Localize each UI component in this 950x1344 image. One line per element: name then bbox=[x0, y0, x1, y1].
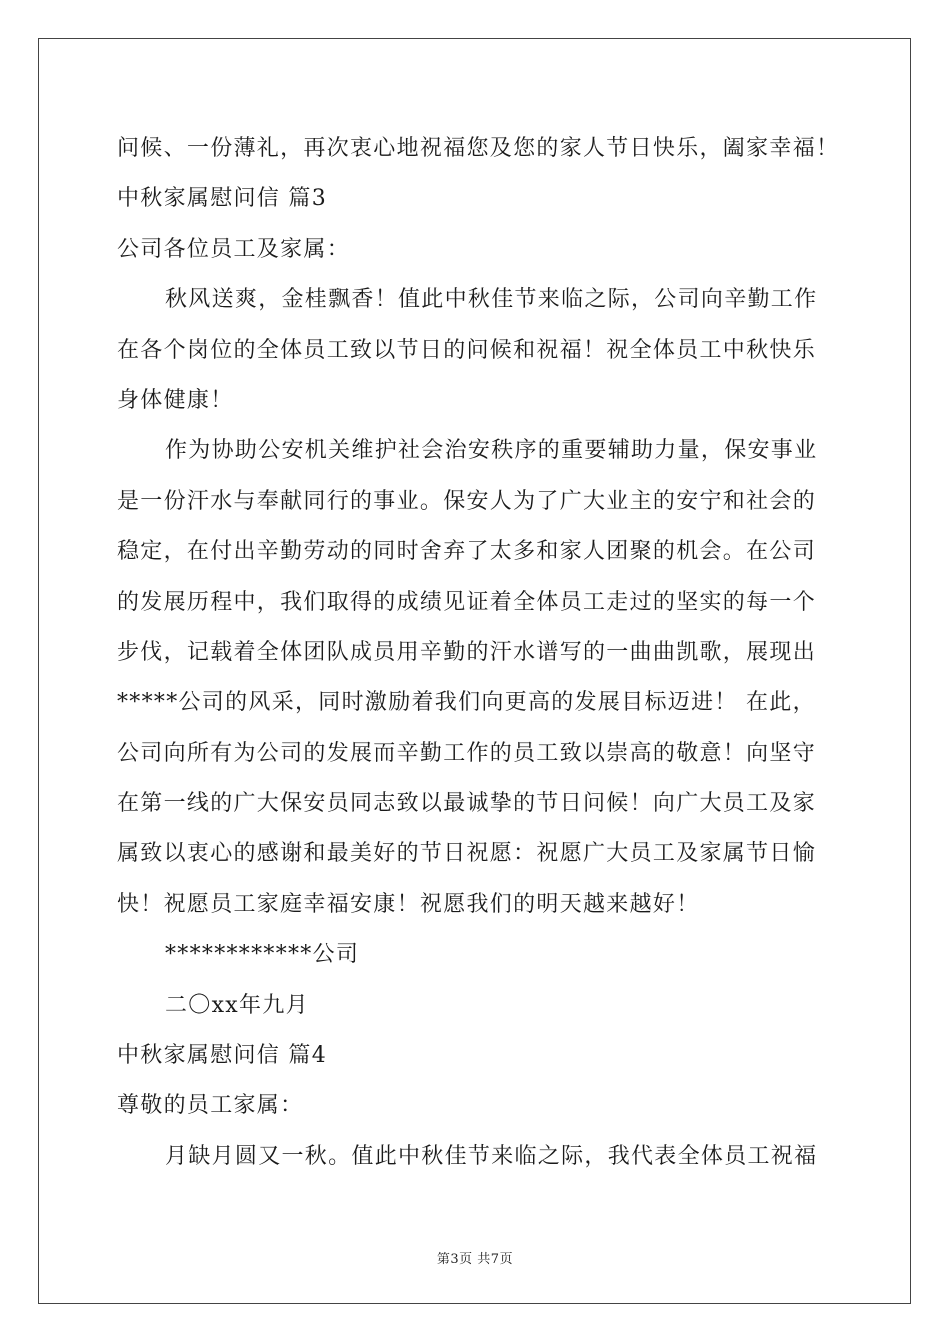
text-line: 秋风送爽，金桂飘香！值此中秋佳节来临之际，公司向辛勤工作 bbox=[165, 287, 818, 313]
text-line: 作为协助公安机关维护社会治安秩序的重要辅助力量，保安事业 bbox=[165, 438, 818, 464]
text-line: 公司各位员工及家属： bbox=[117, 236, 351, 262]
text-line: 的发展历程中，我们取得的成绩见证着全体员工走过的坚实的每一个 bbox=[117, 589, 817, 615]
text-line: 问候、一份薄礼，再次衷心地祝福您及您的家人节日快乐，阖家幸福！ bbox=[117, 136, 840, 161]
text-line: 属致以衷心的感谢和最美好的节日祝愿：祝愿广大员工及家属节日愉 bbox=[117, 841, 817, 867]
text-line: 二〇xx年九月 bbox=[165, 992, 309, 1018]
text-line: 月缺月圆又一秋。值此中秋佳节来临之际，我代表全体员工祝福 bbox=[165, 1143, 818, 1169]
text-line: 稳定，在付出辛勤劳动的同时舍弃了太多和家人团聚的机会。在公司 bbox=[117, 539, 817, 565]
text-line: 公司向所有为公司的发展而辛勤工作的员工致以崇高的敬意！向坚守 bbox=[117, 740, 817, 766]
text-line: 尊敬的员工家属： bbox=[117, 1093, 304, 1119]
text-line: 快！祝愿员工家庭幸福安康！祝愿我们的明天越来越好！ bbox=[117, 891, 700, 917]
text-line: 身体健康！ bbox=[117, 387, 234, 413]
text-line: 在各个岗位的全体员工致以节日的问候和祝福！祝全体员工中秋快乐 bbox=[117, 337, 817, 363]
text-line: 步伐，记载着全体团队成员用辛勤的汗水谱写的一曲曲凯歌，展现出 bbox=[117, 639, 817, 665]
text-line: 中秋家属慰问信 篇3 bbox=[117, 186, 327, 212]
text-line: 在第一线的广大保安员同志致以最诚挚的节日问候！向广大员工及家 bbox=[117, 791, 817, 817]
text-line: 中秋家属慰问信 篇4 bbox=[117, 1043, 327, 1069]
page-footer: 第3页 共7页 bbox=[436, 1252, 514, 1267]
document-body bbox=[117, 124, 840, 1182]
text-line: *****公司的风采，同时激励着我们向更高的发展目标迈进！ 在此， bbox=[117, 690, 816, 716]
text-line: ************公司 bbox=[165, 942, 360, 968]
text-line: 是一份汗水与奉献同行的事业。保安人为了广大业主的安宁和社会的 bbox=[117, 488, 817, 514]
